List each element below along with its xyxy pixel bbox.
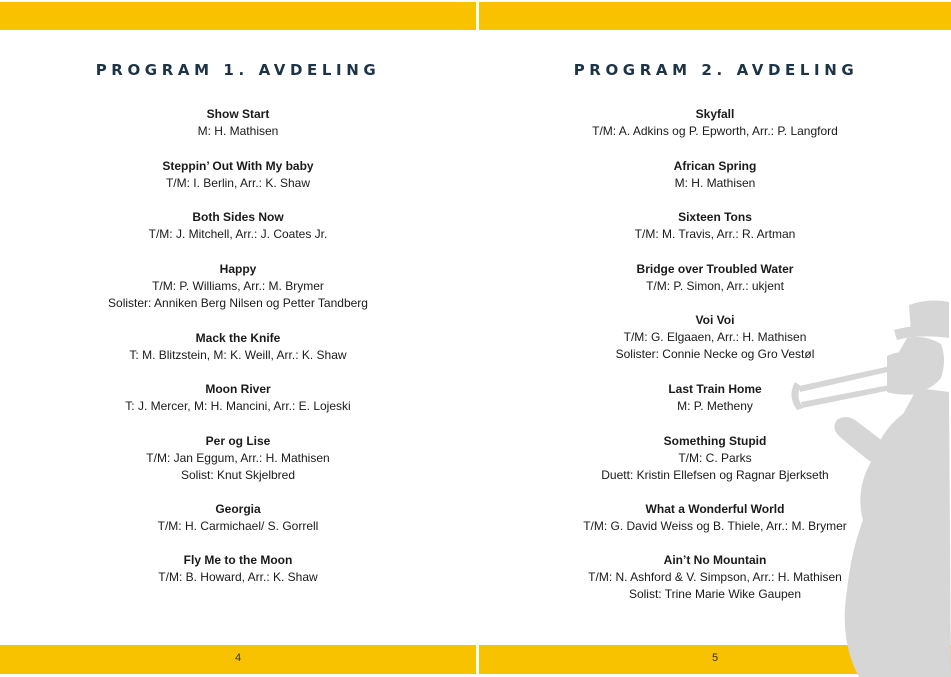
song-credit: Solister: Connie Necke og Gro Vestøl (615, 347, 815, 361)
program-item (0, 501, 476, 535)
song-credit: T/M: M. Travis, Arr.: R. Artman (634, 227, 796, 241)
program-item (479, 501, 951, 535)
song-credit: T/M: C. Parks (678, 451, 752, 465)
program-item (479, 552, 951, 603)
program-heading: PROGRAM 1. AVDELING (95, 61, 381, 79)
song-credit: T/M: G. David Weiss og B. Thiele, Arr.: M. Brymer (583, 519, 847, 533)
program-item (479, 381, 951, 415)
program-item (0, 552, 476, 586)
song-title: Fly Me to the Moon (183, 553, 293, 567)
song-credit: T/M: J. Mitchell, Arr.: J. Coates Jr. (148, 227, 328, 241)
song-credit: T: J. Mercer, M: H. Mancini, Arr.: E. Lojeski (125, 399, 351, 413)
song-credit: T/M: P. Williams, Arr.: M. Brymer (152, 279, 324, 293)
program-heading: PROGRAM 2. AVDELING (573, 61, 859, 79)
song-title: Sixteen Tons (678, 210, 752, 224)
page-right (479, 0, 951, 677)
song-title: Bridge over Troubled Water (636, 262, 794, 276)
song-credit: T/M: N. Ashford & V. Simpson, Arr.: H. Mathisen (588, 570, 842, 584)
program-item (479, 312, 951, 363)
song-credit: M: H. Mathisen (674, 176, 756, 190)
song-credit: Duett: Kristin Ellefsen og Ragnar Bjerkseth (601, 468, 829, 482)
song-title: Voi Voi (695, 313, 735, 327)
song-title: Georgia (215, 502, 261, 516)
song-title: What a Wonderful World (645, 502, 785, 516)
song-title: Mack the Knife (195, 331, 281, 345)
song-credit: T/M: A. Adkins og P. Epworth, Arr.: P. Langford (592, 124, 838, 138)
song-title: Last Train Home (668, 382, 762, 396)
song-title: Both Sides Now (192, 210, 284, 224)
song-title: Skyfall (695, 107, 735, 121)
program-item (479, 261, 951, 295)
song-title: Moon River (205, 382, 271, 396)
page-number: 4 (234, 652, 242, 664)
song-credit: T/M: G. Elgaaen, Arr.: H. Mathisen (623, 330, 807, 344)
song-credit: Solist: Trine Marie Wike Gaupen (628, 587, 802, 601)
song-credit: T/M: H. Carmichael/ S. Gorrell (157, 519, 319, 533)
program-item (0, 381, 476, 415)
program-item (479, 209, 951, 243)
top-band (0, 2, 476, 30)
program-item (0, 261, 476, 312)
song-title: Per og Lise (205, 434, 271, 448)
song-title: Steppin’ Out With My baby (162, 159, 314, 173)
song-title: African Spring (673, 159, 757, 173)
program-item (0, 209, 476, 243)
program-item (0, 158, 476, 192)
page-number: 5 (711, 652, 719, 664)
song-title: Show Start (206, 107, 270, 121)
song-credit: T/M: I. Berlin, Arr.: K. Shaw (165, 176, 311, 190)
song-title: Happy (219, 262, 257, 276)
program-item (479, 106, 951, 140)
program-item (0, 106, 476, 140)
song-credit: T/M: Jan Eggum, Arr.: H. Mathisen (146, 451, 330, 465)
song-credit: Solister: Anniken Berg Nilsen og Petter Tandberg (108, 296, 368, 310)
song-title: Something Stupid (663, 434, 767, 448)
program-item (479, 158, 951, 192)
song-credit: M: P. Metheny (677, 399, 753, 413)
song-credit: Solist: Knut Skjelbred (180, 468, 296, 482)
song-title: Ain’t No Mountain (663, 553, 767, 567)
song-credit: T: M. Blitzstein, M: K. Weill, Arr.: K. Shaw (129, 348, 347, 362)
program-item (0, 433, 476, 484)
song-credit: M: H. Mathisen (197, 124, 279, 138)
program-item (479, 433, 951, 484)
song-credit: T/M: P. Simon, Arr.: ukjent (646, 279, 784, 293)
song-credit: T/M: B. Howard, Arr.: K. Shaw (158, 570, 318, 584)
program-item (0, 330, 476, 364)
